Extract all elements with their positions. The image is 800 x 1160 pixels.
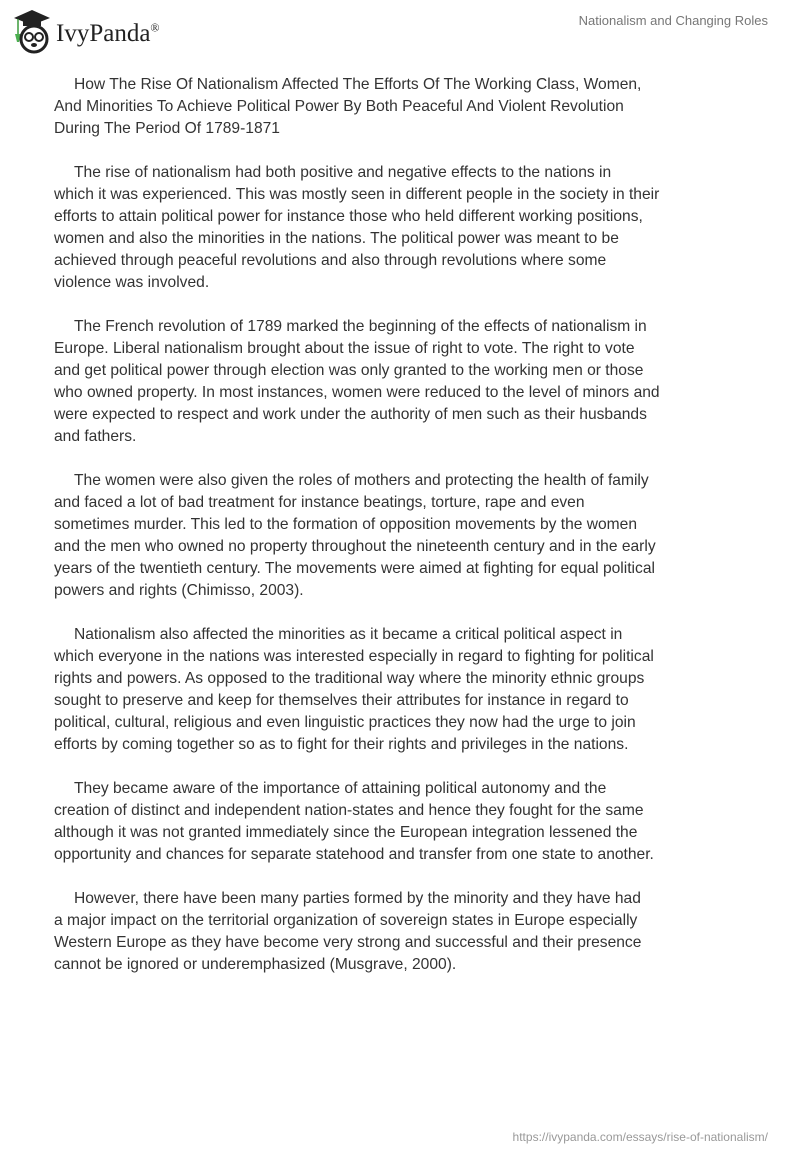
text-line: who owned property. In most instances, women were reduced to the level of minors and	[54, 384, 660, 401]
text-line: years of the twentieth century. The movements were aimed at fighting for equal political	[54, 560, 655, 577]
text-line: Western Europe as they have become very strong and successful and their presence	[54, 934, 642, 951]
source-url-link[interactable]: https://ivypanda.com/essays/rise-of-nationalism/	[512, 1130, 768, 1144]
text-line: creation of distinct and independent nation-states and hence they fought for the same	[54, 802, 644, 819]
essay-paragraph	[54, 316, 774, 448]
essay-paragraph	[54, 778, 774, 866]
text-line: and fathers.	[54, 428, 137, 445]
text-line: And Minorities To Achieve Political Power By Both Peaceful And Violent Revolution	[54, 98, 624, 115]
text-line: efforts to attain political power for instance those who held different working positions,	[54, 208, 643, 225]
text-line: sought to preserve and keep for themselves their attributes for instance in regard to	[54, 692, 629, 709]
text-line: opportunity and chances for separate statehood and transfer from one state to another.	[54, 846, 654, 863]
logo-text: IvyPanda®	[56, 20, 160, 47]
text-line: cannot be ignored or underemphasized (Musgrave, 2000).	[54, 956, 457, 973]
essay-paragraph	[54, 470, 774, 602]
text-line: They became aware of the importance of attaining political autonomy and the	[74, 780, 607, 797]
text-line: achieved through peaceful revolutions and also through revolutions where some	[54, 252, 607, 269]
text-line: which everyone in the nations was interested especially in regard to fighting for political	[54, 648, 654, 665]
panda-graduate-icon	[12, 8, 52, 54]
text-line: political, cultural, religious and even linguistic practices they now had the urge to join	[54, 714, 636, 731]
essay-body	[54, 74, 774, 998]
text-line: and the men who owned no property throughout the nineteenth century and in the early	[54, 538, 656, 555]
text-line: During The Period Of 1789-1871	[54, 120, 280, 137]
essay-heading-paragraph	[54, 74, 774, 140]
text-line: were expected to respect and work under the authority of men such as their husbands	[54, 406, 647, 423]
text-line: Nationalism also affected the minorities as it became a critical political aspect in	[74, 626, 623, 643]
text-line: The French revolution of 1789 marked the beginning of the effects of nationalism in	[74, 318, 647, 335]
text-line: The rise of nationalism had both positive and negative effects to the nations in	[74, 164, 612, 181]
text-line: which it was experienced. This was mostly seen in different people in the society in their	[54, 186, 660, 203]
ivypanda-logo[interactable]	[12, 8, 160, 54]
text-line: efforts by coming together so as to fight for their rights and privileges in the nations.	[54, 736, 629, 753]
text-line: although it was not granted immediately since the European integration lessened the	[54, 824, 638, 841]
text-line: However, there have been many parties formed by the minority and they have had	[74, 890, 641, 907]
document-title: Nationalism and Changing Roles	[578, 13, 768, 28]
essay-paragraph	[54, 624, 774, 756]
text-line: women and also the minorities in the nations. The political power was meant to be	[54, 230, 619, 247]
text-line: powers and rights (Chimisso, 2003).	[54, 582, 304, 599]
text-line: violence was involved.	[54, 274, 210, 291]
text-line: The women were also given the roles of mothers and protecting the health of family	[74, 472, 649, 489]
essay-paragraph	[54, 162, 774, 294]
text-line: How The Rise Of Nationalism Affected The Efforts Of The Working Class, Women,	[74, 76, 642, 93]
text-line: and get political power through election was only granted to the working men or those	[54, 362, 644, 379]
essay-paragraph	[54, 888, 774, 976]
text-line: and faced a lot of bad treatment for instance beatings, torture, rape and even	[54, 494, 585, 511]
text-line: rights and powers. As opposed to the traditional way where the minority ethnic groups	[54, 670, 645, 687]
text-line: Europe. Liberal nationalism brought about the issue of right to vote. The right to vote	[54, 340, 635, 357]
text-line: a major impact on the territorial organization of sovereign states in Europe especially	[54, 912, 638, 929]
text-line: sometimes murder. This led to the formation of opposition movements by the women	[54, 516, 638, 533]
